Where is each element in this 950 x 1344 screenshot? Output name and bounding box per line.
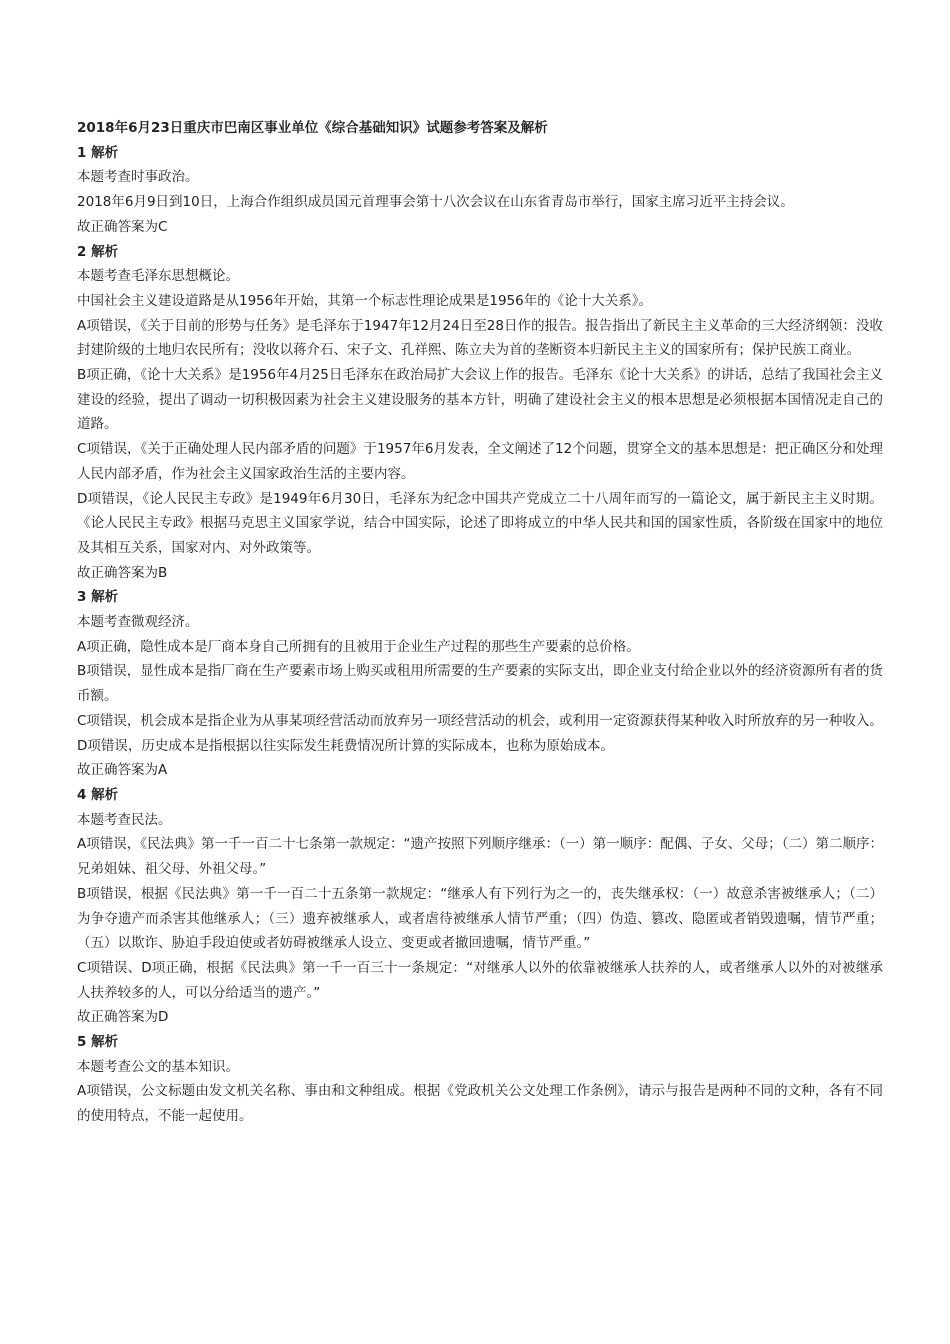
section-heading: 2 解析 — [77, 243, 119, 260]
section-4 — [77, 783, 883, 1030]
paragraph: A项错误，《民法典》第一千一百二十七条第一款规定：“遗产按照下列顺序继承：（一）第一顺序：配偶、子女、父母；（二）第二顺序：兄弟姐妹、祖父母、外祖父母。” — [77, 836, 883, 878]
answer-line: 故正确答案为D — [77, 1009, 169, 1026]
answer-line: 故正确答案为C — [77, 218, 168, 235]
answer-line: 故正确答案为B — [77, 564, 168, 581]
answer-line: 故正确答案为A — [77, 762, 168, 779]
section-3 — [77, 585, 883, 783]
paragraph: 本题考查微观经济。 — [77, 614, 199, 631]
paragraph: A项错误，公文标题由发文机关名称、事由和文种组成。根据《党政机关公文处理工作条例》，请示与报告是两种不同的文种，各有不同的使用特点，不能一起使用。 — [77, 1083, 883, 1125]
paragraph: 本题考查公文的基本知识。 — [77, 1058, 239, 1075]
paragraph: D项错误，历史成本是指根据以往实际发生耗费情况所计算的实际成本，也称为原始成本。 — [77, 737, 614, 754]
section-5 — [77, 1030, 883, 1129]
section-heading: 1 解析 — [77, 144, 119, 161]
paragraph: D项错误，《论人民民主专政》是1949年6月30日，毛泽东为纪念中国共产党成立二十八周年而写的一篇论文，属于新民主主义时期。《论人民民主专政》根据马克思主义国家学说，结合中国实际，论述了即将成立的中华人民共和国的国家性质，各阶级在国家中的地位及其相互关系，国家对内、对外政策等。 — [77, 490, 883, 556]
paragraph: B项错误，显性成本是指厂商在生产要素市场上购买或租用所需要的生产要素的实际支出，即企业支付给企业以外的经济资源所有者的货币额。 — [77, 663, 883, 705]
section-heading: 3 解析 — [77, 589, 119, 606]
paragraph: 本题考查毛泽东思想概论。 — [77, 268, 239, 285]
document-page — [77, 116, 883, 1129]
paragraph: C项错误，《关于正确处理人民内部矛盾的问题》于1957年6月发表，全文阐述了12个问题，贯穿全文的基本思想是：把正确区分和处理人民内部矛盾，作为社会主义国家政治生活的主要内容。 — [77, 441, 883, 482]
paragraph: 2018年6月9日到10日，上海合作组织成员国元首理事会第十八次会议在山东省青岛市举行，国家主席习近平主持会议。 — [77, 194, 794, 211]
paragraph: C项错误、D项正确，根据《民法典》第一千一百三十一条规定：“对继承人以外的依靠被继承人扶养的人，或者继承人以外的对被继承人扶养较多的人，可以分给适当的遗产。” — [77, 959, 883, 1001]
paragraph: 本题考查民法。 — [77, 811, 172, 828]
paragraph: A项正确，隐性成本是厂商本身自己所拥有的且被用于企业生产过程的那些生产要素的总价格。 — [77, 638, 640, 655]
section-2 — [77, 240, 883, 586]
paragraph: A项错误，《关于目前的形势与任务》是毛泽东于1947年12月24日至28日作的报告。报告指出了新民主主义革命的三大经济纲领：没收封建阶级的土地归农民所有；没收以蒋介石、宋子文、孔祥熙、陈立夫为首的垄断资本归新民主主义的国家所有；保护民族工商业。 — [77, 317, 883, 359]
document-title: 2018年6月23日重庆市巴南区事业单位《综合基础知识》试题参考答案及解析 — [77, 120, 548, 136]
section-1 — [77, 141, 883, 240]
section-heading: 5 解析 — [77, 1034, 119, 1051]
paragraph: B项错误，根据《民法典》第一千一百二十五条第一款规定：“继承人有下列行为之一的，丧失继承权：（一）故意杀害被继承人；（二）为争夺遗产而杀害其他继承人；（三）遗弃被继承人，或者虐待被继承人情节严重；（四）伪造、篡改、隐匿或者销毁遗嘱，情节严重；（五）以欺诈、胁迫手段迫使或者妨碍被继承人设立、变更或者撤回遗嘱，情节严重。” — [77, 885, 883, 952]
paragraph: 本题考查时事政治。 — [77, 169, 199, 186]
paragraph: C项错误，机会成本是指企业为从事某项经营活动而放弃另一项经营活动的机会，或利用一定资源获得某种收入时所放弃的另一种收入。 — [77, 712, 883, 729]
paragraph: B项正确，《论十大关系》是1956年4月25日毛泽东在政治局扩大会议上作的报告。毛泽东《论十大关系》的讲话，总结了我国社会主义建设的经验，提出了调动一切积极因素为社会主义建设服务的基本方针，明确了建设社会主义的根本思想是必须根据本国情况走自己的道路。 — [77, 367, 883, 433]
section-heading: 4 解析 — [77, 786, 119, 803]
paragraph: 中国社会主义建设道路是从1956年开始，其第一个标志性理论成果是1956年的《论十大关系》。 — [77, 292, 652, 309]
